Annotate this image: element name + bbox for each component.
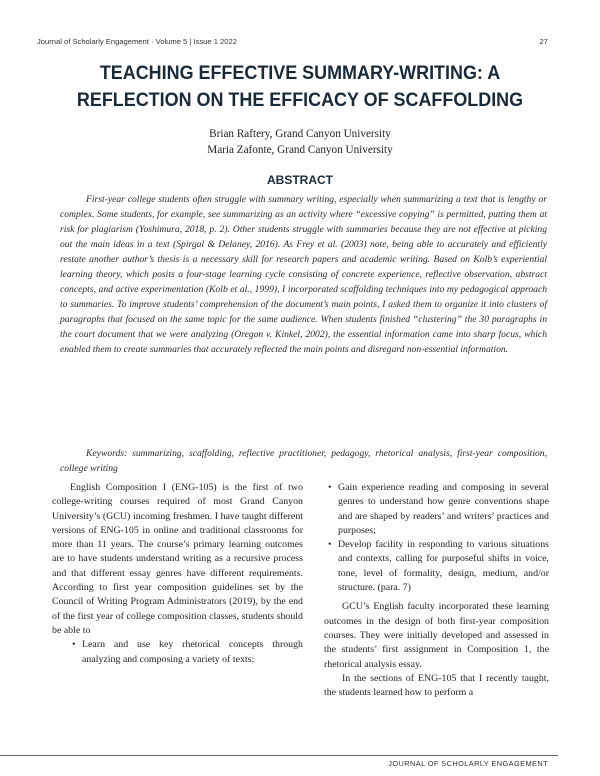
bullet-icon: •	[328, 539, 332, 551]
footer-journal-name: JOURNAL OF SCHOLARLY ENGAGEMENT	[388, 759, 548, 768]
journal-info: Journal of Scholarly Engagement · Volume 5 | Issue 1 2022	[37, 37, 237, 46]
author-1: Brian Raftery, Grand Canyon University	[209, 128, 391, 140]
faculty-paragraph: GCU’s English faculty incorporated these learning outcomes in the design of both first-year composition courses. They were initially developed and assessed in the students’ first assignment in Composition 1, the rhetorical analysis essay.	[324, 601, 549, 670]
list-item-text: Learn and use key rhetorical concepts through analyzing and composing a variety of texts;	[82, 639, 303, 665]
abstract-heading: ABSTRACT	[267, 173, 333, 187]
list-item-text: Develop facility in responding to various situations and contexts, calling for purposeful shifts in voice, tone, level of formality, design, medium, and/or structure. (para. 7)	[338, 539, 549, 594]
author-list	[0, 127, 600, 158]
bullet-icon: •	[328, 482, 332, 493]
intro-paragraph: English Composition I (ENG-105) is the first of two college-writing courses required of most Grand Canyon University’s (GCU) incoming freshmen. I have taught different versions of ENG-105 in online and traditional classrooms for more than 11 years. The course’s primary learning outcomes are to have students understand writing as a recursive process and that different essay genres have different requirements. According to first year composition guidelines set by the Council of Writing Program Administrators (2019), by the end of the first year of college composition classes, students should be able to	[52, 482, 303, 636]
body-column-right	[324, 481, 549, 700]
footer-rule	[0, 755, 558, 756]
bullet-icon: •	[72, 639, 76, 651]
article-title	[61, 60, 539, 114]
list-item-text: Gain experience reading and composing in several genres to understand how genre conventions shape and are shaped by readers’ and writers’ practices and purposes;	[338, 482, 549, 536]
keywords: Keywords: summarizing, scaffolding, reflective practitioner, pedagogy, rhetorical analysis, first-year composition, college writing	[60, 448, 547, 475]
abstract-text: First-year college students often struggle with summary writing, especially when summarizing a text that is lengthy or complex. Some students, for example, see summarizing as an activity where “excessive copying” is permitted, putting them at risk for plagiarism (Yoshimura, 2018, p. 2). Other students struggle with summaries because they are not effective at picking out the main ideas in a text (Spirgal & Delaney, 2016). As Frey et al. (2003) note, being able to accurately and efficiently restate another author’s thesis is a necessary skill for research papers and academic writing. Based on Kolb’s experiential learning theory, which posits a four-stage learning cycle consisting of concrete experience, reflective observation, abstract concepts, and active experimentation (Kolb et al., 1999), I incorporated scaffolding techniques into my pedagogical approach to summaries. To improve students’ comprehension of the document’s main points, I asked them to organize it into clusters of paragraphs that focused on the same topic for the same audience. When students finished “clustering” the 30 paragraphs in the court document that we were analyzing (Oregon v. Kinkel, 2002), the essential information came into sharp focus, which enabled them to create summaries that accurately reflected the main points and disregard non-essential information.	[60, 194, 547, 356]
page-number: 27	[539, 37, 548, 46]
body-column-left	[52, 481, 303, 667]
outcomes-list	[52, 638, 303, 667]
title-line-2: REFLECTION ON THE EFFICACY OF SCAFFOLDING	[76, 89, 524, 111]
list-item	[68, 638, 303, 667]
sections-paragraph: In the sections of ENG-105 that I recently taught, the students learned how to perform a	[324, 672, 549, 699]
list-item	[324, 538, 549, 595]
title-line-1: TEACHING EFFECTIVE SUMMARY-WRITING: A	[99, 62, 501, 84]
outcomes-list-continued	[324, 481, 549, 595]
author-2: Maria Zafonte, Grand Canyon University	[207, 143, 393, 156]
list-item	[324, 481, 549, 538]
running-header	[37, 37, 548, 46]
